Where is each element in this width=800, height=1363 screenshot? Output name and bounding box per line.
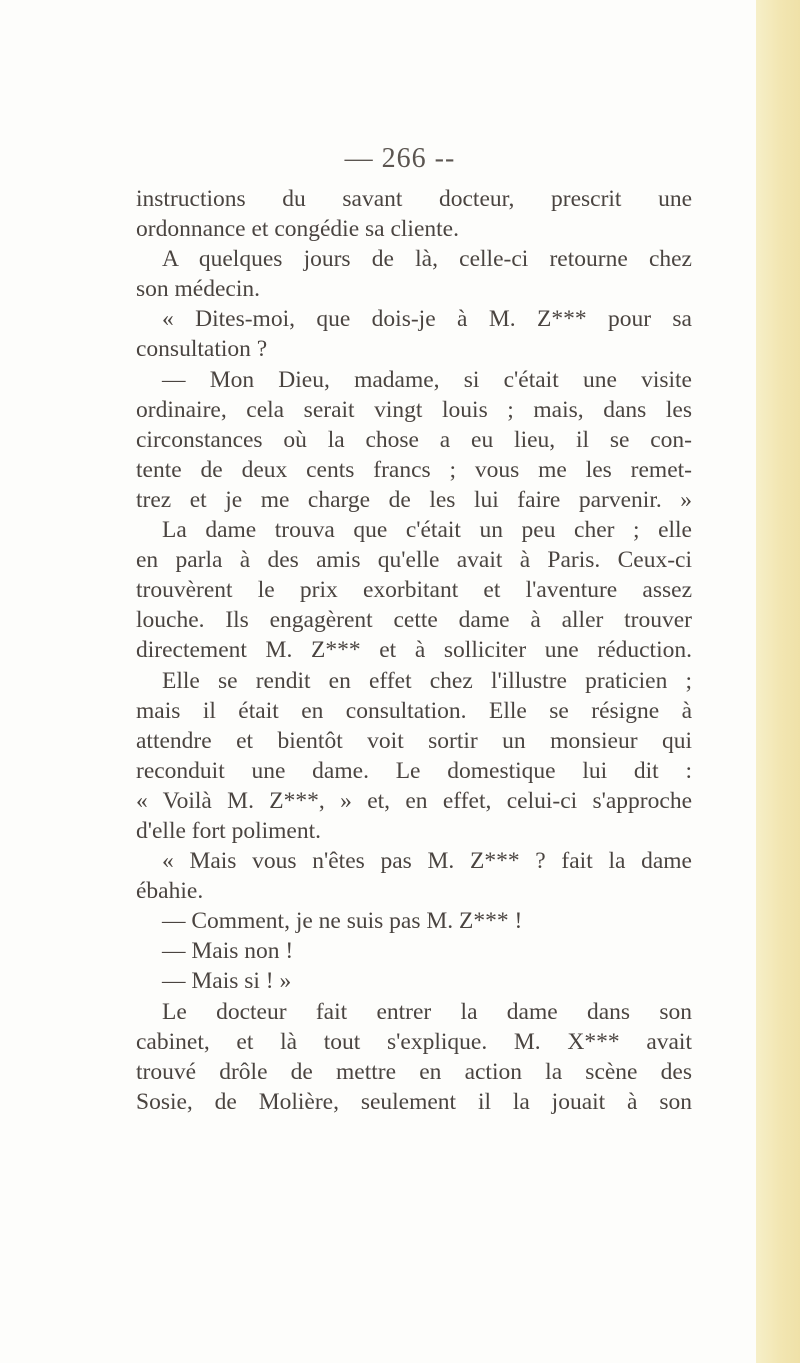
text-line: ordinaire, cela serait vingt louis ; mais, dans les — [136, 396, 692, 423]
text-line: son médecin. — [136, 276, 260, 303]
text-line: La dame trouva que c'était un peu cher ; elle — [162, 517, 692, 544]
text-line: mais il était en consultation. Elle se résigne à — [136, 697, 692, 724]
text-line: circonstances où la chose a eu lieu, il se con- — [136, 426, 692, 453]
text-line: ordonnance et congédie sa cliente. — [136, 216, 459, 243]
text-line: — Comment, je ne suis pas M. Z*** ! — [162, 908, 523, 935]
text-line: « Voilà M. Z***, » et, en effet, celui-ci s'approche — [136, 787, 692, 814]
text-line: tente de deux cents francs ; vous me les remet- — [136, 456, 692, 483]
text-line: — Mais si ! » — [162, 968, 292, 995]
page-edge-strip — [756, 0, 800, 1363]
text-line: A quelques jours de là, celle-ci retourne chez — [162, 246, 692, 273]
page-number: — 266 -- — [344, 143, 456, 174]
text-line: en parla à des amis qu'elle avait à Paris. Ceux-ci — [136, 547, 692, 574]
text-line: trez et je me charge de les lui faire parvenir. » — [136, 486, 692, 513]
text-line: consultation ? — [136, 336, 268, 363]
text-line: Sosie, de Molière, seulement il la jouait à son — [136, 1088, 692, 1115]
text-line: — Mon Dieu, madame, si c'était une visite — [162, 366, 692, 393]
text-line: trouvèrent le prix exorbitant et l'aventure assez — [136, 577, 692, 604]
text-line: directement M. Z*** et à solliciter une réduction. — [136, 637, 692, 664]
text-line: cabinet, et là tout s'explique. M. X*** avait — [136, 1028, 692, 1055]
text-line: trouvé drôle de mettre en action la scène des — [136, 1058, 692, 1085]
text-line: Le docteur fait entrer la dame dans son — [162, 998, 692, 1025]
body-text — [136, 184, 692, 1117]
text-line: instructions du savant docteur, prescrit une — [136, 186, 692, 212]
text-line: — Mais non ! — [162, 938, 294, 965]
text-line: ébahie. — [136, 878, 204, 905]
text-line: attendre et bientôt voit sortir un monsieur qui — [136, 727, 692, 754]
text-line: « Dites-moi, que dois-je à M. Z*** pour sa — [162, 306, 692, 333]
text-line: louche. Ils engagèrent cette dame à aller trouver — [136, 607, 692, 634]
text-line: « Mais vous n'êtes pas M. Z*** ? fait la dame — [162, 848, 692, 875]
text-line: d'elle fort poliment. — [136, 817, 322, 844]
text-line: Elle se rendit en effet chez l'illustre praticien ; — [162, 667, 692, 694]
text-line: reconduit une dame. Le domestique lui dit : — [136, 757, 692, 784]
